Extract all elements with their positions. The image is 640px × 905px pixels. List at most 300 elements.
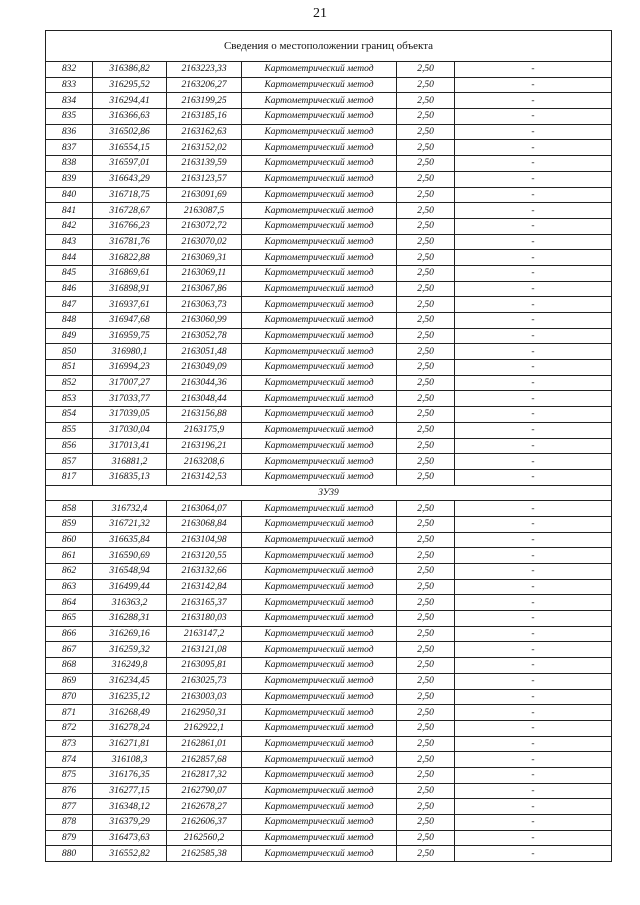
cell-description: - [455,846,612,862]
cell-method: Картометрический метод [242,736,397,752]
cell-coord-y: 2163185,16 [167,109,242,125]
cell-description: - [455,564,612,580]
cell-point-number: 844 [46,250,93,266]
cell-description: - [455,736,612,752]
cell-description: - [455,767,612,783]
cell-method: Картометрический метод [242,501,397,517]
cell-description: - [455,626,612,642]
table-row [46,815,612,831]
cell-coord-y: 2162606,37 [167,815,242,831]
cell-description: - [455,815,612,831]
cell-method: Картометрический метод [242,360,397,376]
cell-precision: 2,50 [397,109,455,125]
cell-coord-y: 2163044,36 [167,375,242,391]
cell-description: - [455,438,612,454]
table-row [46,516,612,532]
table-row [46,548,612,564]
cell-coord-x: 316278,24 [93,720,167,736]
cell-description: - [455,187,612,203]
cell-coord-y: 2163206,27 [167,77,242,93]
cell-description: - [455,454,612,470]
cell-coord-y: 2163223,33 [167,62,242,78]
cell-description: - [455,407,612,423]
table-row [46,830,612,846]
table-row [46,344,612,360]
cell-method: Картометрический метод [242,234,397,250]
cell-coord-y: 2163025,73 [167,673,242,689]
cell-coord-y: 2163064,07 [167,501,242,517]
cell-point-number: 851 [46,360,93,376]
cell-method: Картометрический метод [242,454,397,470]
cell-method: Картометрический метод [242,140,397,156]
cell-method: Картометрический метод [242,767,397,783]
table-row [46,469,612,485]
cell-precision: 2,50 [397,203,455,219]
cell-point-number: 862 [46,564,93,580]
cell-method: Картометрический метод [242,93,397,109]
cell-precision: 2,50 [397,799,455,815]
cell-coord-y: 2162790,07 [167,783,242,799]
cell-coord-y: 2163152,02 [167,140,242,156]
cell-method: Картометрический метод [242,265,397,281]
table-row [46,281,612,297]
cell-precision: 2,50 [397,360,455,376]
table-row [46,438,612,454]
cell-precision: 2,50 [397,454,455,470]
cell-coord-x: 316781,76 [93,234,167,250]
cell-point-number: 845 [46,265,93,281]
cell-coord-x: 316980,1 [93,344,167,360]
cell-point-number: 879 [46,830,93,846]
cell-precision: 2,50 [397,736,455,752]
cell-method: Картометрический метод [242,344,397,360]
table-row [46,124,612,140]
cell-precision: 2,50 [397,422,455,438]
cell-coord-x: 316363,2 [93,595,167,611]
cell-precision: 2,50 [397,752,455,768]
cell-precision: 2,50 [397,156,455,172]
cell-point-number: 841 [46,203,93,219]
cell-precision: 2,50 [397,438,455,454]
cell-precision: 2,50 [397,171,455,187]
cell-description: - [455,705,612,721]
cell-coord-y: 2163121,08 [167,642,242,658]
table-row [46,250,612,266]
cell-precision: 2,50 [397,62,455,78]
cell-precision: 2,50 [397,501,455,517]
cell-precision: 2,50 [397,328,455,344]
cell-method: Картометрический метод [242,579,397,595]
cell-coord-y: 2162857,68 [167,752,242,768]
cell-precision: 2,50 [397,783,455,799]
cell-coord-x: 316379,29 [93,815,167,831]
cell-precision: 2,50 [397,469,455,485]
cell-coord-x: 316234,45 [93,673,167,689]
cell-description: - [455,77,612,93]
cell-method: Картометрический метод [242,218,397,234]
cell-method: Картометрический метод [242,250,397,266]
cell-point-number: 817 [46,469,93,485]
cell-point-number: 873 [46,736,93,752]
cell-method: Картометрический метод [242,595,397,611]
cell-coord-x: 317030,04 [93,422,167,438]
cell-coord-x: 316235,12 [93,689,167,705]
cell-coord-y: 2163165,37 [167,595,242,611]
cell-point-number: 860 [46,532,93,548]
cell-coord-y: 2163068,84 [167,516,242,532]
cell-description: - [455,689,612,705]
cell-description: - [455,281,612,297]
cell-point-number: 866 [46,626,93,642]
cell-point-number: 854 [46,407,93,423]
cell-method: Картометрический метод [242,422,397,438]
cell-precision: 2,50 [397,297,455,313]
cell-method: Картометрический метод [242,799,397,815]
cell-point-number: 834 [46,93,93,109]
cell-description: - [455,469,612,485]
table-row [46,313,612,329]
table-row [46,783,612,799]
cell-precision: 2,50 [397,830,455,846]
cell-coord-x: 316268,49 [93,705,167,721]
cell-precision: 2,50 [397,767,455,783]
cell-coord-y: 2163051,48 [167,344,242,360]
cell-point-number: 869 [46,673,93,689]
cell-method: Картометрический метод [242,815,397,831]
cell-coord-y: 2163049,09 [167,360,242,376]
cell-method: Картометрический метод [242,124,397,140]
cell-method: Картометрический метод [242,391,397,407]
table-title-row [46,31,612,62]
cell-coord-y: 2163063,73 [167,297,242,313]
cell-coord-x: 316386,82 [93,62,167,78]
cell-description: - [455,579,612,595]
cell-coord-y: 2163175,9 [167,422,242,438]
table-row [46,579,612,595]
cell-method: Картометрический метод [242,846,397,862]
cell-point-number: 849 [46,328,93,344]
table-row [46,767,612,783]
cell-coord-y: 2163060,99 [167,313,242,329]
cell-coord-x: 317039,05 [93,407,167,423]
cell-coord-y: 2163091,69 [167,187,242,203]
cell-point-number: 857 [46,454,93,470]
table-row [46,564,612,580]
table-row [46,454,612,470]
cell-description: - [455,642,612,658]
cell-coord-y: 2163095,81 [167,658,242,674]
cell-coord-x: 316176,35 [93,767,167,783]
cell-coord-y: 2163048,44 [167,391,242,407]
table-row [46,218,612,234]
cell-precision: 2,50 [397,673,455,689]
cell-coord-x: 316554,15 [93,140,167,156]
cell-description: - [455,265,612,281]
cell-method: Картометрический метод [242,187,397,203]
cell-description: - [455,783,612,799]
cell-coord-x: 316597,01 [93,156,167,172]
cell-precision: 2,50 [397,626,455,642]
cell-coord-y: 2163142,53 [167,469,242,485]
cell-point-number: 864 [46,595,93,611]
cell-description: - [455,752,612,768]
table-row [46,658,612,674]
cell-coord-y: 2163162,63 [167,124,242,140]
cell-point-number: 848 [46,313,93,329]
cell-description: - [455,109,612,125]
cell-description: - [455,532,612,548]
table-row [46,407,612,423]
cell-point-number: 843 [46,234,93,250]
cell-method: Картометрический метод [242,642,397,658]
table-row [46,171,612,187]
table-row [46,391,612,407]
cell-point-number: 842 [46,218,93,234]
cell-description: - [455,140,612,156]
cell-coord-x: 316499,44 [93,579,167,595]
cell-point-number: 840 [46,187,93,203]
cell-method: Картометрический метод [242,297,397,313]
cell-description: - [455,171,612,187]
cell-precision: 2,50 [397,548,455,564]
cell-method: Картометрический метод [242,532,397,548]
cell-point-number: 874 [46,752,93,768]
cell-coord-y: 2162560,2 [167,830,242,846]
cell-method: Картометрический метод [242,705,397,721]
cell-point-number: 833 [46,77,93,93]
cell-point-number: 838 [46,156,93,172]
cell-method: Картометрический метод [242,783,397,799]
cell-coord-y: 2163087,5 [167,203,242,219]
cell-description: - [455,297,612,313]
cell-point-number: 863 [46,579,93,595]
cell-coord-y: 2163067,86 [167,281,242,297]
cell-description: - [455,611,612,627]
table-row [46,109,612,125]
cell-method: Картометрический метод [242,171,397,187]
cell-coord-y: 2163199,25 [167,93,242,109]
page-number: 21 [313,6,327,21]
cell-coord-y: 2163123,57 [167,171,242,187]
cell-point-number: 867 [46,642,93,658]
table-row [46,752,612,768]
cell-method: Картометрический метод [242,203,397,219]
cell-method: Картометрический метод [242,62,397,78]
cell-point-number: 847 [46,297,93,313]
cell-point-number: 855 [46,422,93,438]
table-row [46,328,612,344]
cell-coord-x: 316643,29 [93,171,167,187]
cell-coord-y: 2163156,88 [167,407,242,423]
cell-coord-x: 316721,32 [93,516,167,532]
cell-method: Картометрический метод [242,328,397,344]
cell-coord-x: 317033,77 [93,391,167,407]
cell-point-number: 872 [46,720,93,736]
cell-coord-x: 316295,52 [93,77,167,93]
table-row [46,689,612,705]
cell-description: - [455,328,612,344]
table-row [46,673,612,689]
cell-coord-y: 2162861,01 [167,736,242,752]
cell-description: - [455,234,612,250]
cell-coord-x: 316294,41 [93,93,167,109]
cell-method: Картометрический метод [242,689,397,705]
cell-method: Картометрический метод [242,313,397,329]
cell-method: Картометрический метод [242,469,397,485]
cell-description: - [455,124,612,140]
cell-point-number: 852 [46,375,93,391]
cell-method: Картометрический метод [242,626,397,642]
cell-method: Картометрический метод [242,109,397,125]
cell-method: Картометрический метод [242,516,397,532]
cell-point-number: 837 [46,140,93,156]
cell-point-number: 858 [46,501,93,517]
cell-coord-x: 317007,27 [93,375,167,391]
cell-coord-x: 316473,63 [93,830,167,846]
boundary-table [45,30,612,862]
cell-coord-x: 316732,4 [93,501,167,517]
table-row [46,595,612,611]
table-row [46,265,612,281]
cell-method: Картометрический метод [242,611,397,627]
cell-description: - [455,422,612,438]
cell-coord-y: 2162950,31 [167,705,242,721]
cell-description: - [455,501,612,517]
cell-coord-y: 2163208,6 [167,454,242,470]
cell-point-number: 871 [46,705,93,721]
cell-precision: 2,50 [397,187,455,203]
cell-precision: 2,50 [397,532,455,548]
cell-coord-y: 2162678,27 [167,799,242,815]
cell-description: - [455,156,612,172]
cell-coord-x: 316259,32 [93,642,167,658]
cell-precision: 2,50 [397,375,455,391]
cell-point-number: 846 [46,281,93,297]
cell-coord-y: 2163072,72 [167,218,242,234]
cell-coord-x: 316766,23 [93,218,167,234]
table-row [46,846,612,862]
table-row [46,375,612,391]
cell-precision: 2,50 [397,689,455,705]
table-row [46,187,612,203]
cell-coord-x: 316348,12 [93,799,167,815]
table-row [46,626,612,642]
cell-coord-y: 2163003,03 [167,689,242,705]
cell-precision: 2,50 [397,250,455,266]
cell-coord-y: 2163120,55 [167,548,242,564]
cell-point-number: 880 [46,846,93,862]
table-row [46,422,612,438]
cell-description: - [455,313,612,329]
cell-coord-y: 2163104,98 [167,532,242,548]
cell-method: Картометрический метод [242,548,397,564]
table-row [46,736,612,752]
cell-method: Картометрический метод [242,752,397,768]
cell-point-number: 839 [46,171,93,187]
cell-coord-y: 2163069,31 [167,250,242,266]
cell-point-number: 878 [46,815,93,831]
cell-precision: 2,50 [397,658,455,674]
table-row [46,77,612,93]
cell-coord-x: 316288,31 [93,611,167,627]
table-row [46,360,612,376]
cell-precision: 2,50 [397,407,455,423]
cell-point-number: 835 [46,109,93,125]
cell-precision: 2,50 [397,815,455,831]
cell-coord-x: 316548,94 [93,564,167,580]
cell-coord-y: 2163069,11 [167,265,242,281]
cell-coord-x: 316937,61 [93,297,167,313]
cell-point-number: 856 [46,438,93,454]
cell-coord-x: 316277,15 [93,783,167,799]
cell-description: - [455,203,612,219]
cell-method: Картометрический метод [242,281,397,297]
cell-point-number: 876 [46,783,93,799]
cell-coord-y: 2163147,2 [167,626,242,642]
cell-description: - [455,360,612,376]
cell-point-number: 853 [46,391,93,407]
cell-description: - [455,218,612,234]
table-row [46,156,612,172]
cell-precision: 2,50 [397,77,455,93]
cell-precision: 2,50 [397,516,455,532]
table-row [46,611,612,627]
cell-precision: 2,50 [397,93,455,109]
cell-description: - [455,344,612,360]
cell-description: - [455,658,612,674]
cell-point-number: 877 [46,799,93,815]
table-row [46,93,612,109]
cell-coord-x: 317013,41 [93,438,167,454]
cell-method: Картометрический метод [242,156,397,172]
cell-point-number: 870 [46,689,93,705]
cell-precision: 2,50 [397,595,455,611]
cell-point-number: 865 [46,611,93,627]
cell-coord-x: 316959,75 [93,328,167,344]
cell-precision: 2,50 [397,265,455,281]
cell-method: Картометрический метод [242,720,397,736]
cell-description: - [455,93,612,109]
cell-coord-y: 2162585,38 [167,846,242,862]
cell-coord-y: 2163070,02 [167,234,242,250]
cell-coord-x: 316108,3 [93,752,167,768]
table-row [46,234,612,250]
cell-coord-x: 316881,2 [93,454,167,470]
cell-coord-y: 2163052,78 [167,328,242,344]
cell-method: Картометрический метод [242,658,397,674]
table-row [46,62,612,78]
cell-description: - [455,595,612,611]
cell-description: - [455,799,612,815]
cell-precision: 2,50 [397,218,455,234]
cell-method: Картометрический метод [242,375,397,391]
cell-description: - [455,62,612,78]
cell-point-number: 836 [46,124,93,140]
cell-point-number: 861 [46,548,93,564]
cell-coord-y: 2163139,59 [167,156,242,172]
cell-point-number: 868 [46,658,93,674]
cell-description: - [455,375,612,391]
section-label: ЗУ39 [46,485,612,501]
cell-coord-y: 2162922,1 [167,720,242,736]
cell-coord-x: 316635,84 [93,532,167,548]
cell-coord-x: 316822,88 [93,250,167,266]
cell-coord-x: 316552,82 [93,846,167,862]
table-row [46,297,612,313]
cell-method: Картометрический метод [242,407,397,423]
table-title: Сведения о местоположении границ объекта [46,31,612,62]
cell-precision: 2,50 [397,720,455,736]
